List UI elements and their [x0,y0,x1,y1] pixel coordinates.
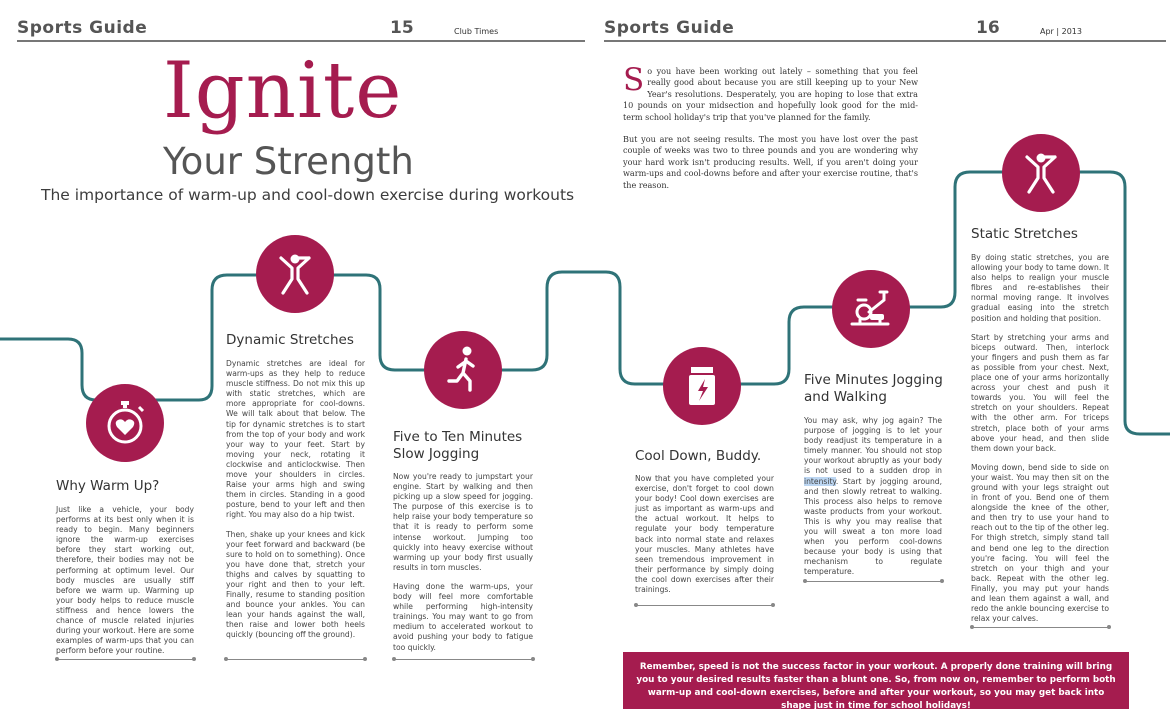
left-header-title: Sports Guide [17,18,148,38]
dynamic-paragraph-1: Dynamic stretches are ideal for warm-ups as they help to reduce muscle stiffness. Do not mix this up with static stretches, which are more appropriate for cool-downs. We will talk about that below. The tip for dynamic stretches is to start from the top of your body and work your way to your feet. Start by moving your neck, rotating it clockwise and anticlockwise. Then move your shoulders in circles. Raise your arms high and swing them in circles. Standing in a good posture, bend to your left and then right. You may also do a hip twist. [226,359,365,520]
section-heading-static: Static Stretches [971,226,1078,242]
jogging-paragraph-2: Having done the warm-ups, your body will feel more comfortable while performing high-intensity trainings. You may want to go from medium to accelerated workout to avoid pushing your body to fatigue too quickly. [393,581,533,652]
hero-title: Ignite [163,46,403,136]
section-heading-dynamic: Dynamic Stretches [226,332,354,348]
left-page-number: 15 [390,18,414,38]
static-paragraph-2: Start by stretching your arms and biceps outward. Then, interlock your fingers and push them as far as possible from your chest. Next, place one of your arms horizontally across your chest and push it towards you. You will feel the stretch on your shoulders. Repeat with the other arm. For triceps stretch, place both of your arms above your head, and then slide them down your back. [971,332,1109,453]
section-divider [805,581,942,582]
section-text-jogging-walking [804,416,942,587]
stopwatch-heart-icon [86,384,164,462]
dynamic-paragraph-2: Then, shake up your knees and kick your feet forward and backward (be sure to hold on to something). Once you have done that, stretch your thighs and calves by squatting to your right and then to your left. Finally, resume to standing position and bounce your ankles. You can lean your hands against the wall, then raise and lower both heels quickly (bouncing off the ground). [226,529,365,640]
left-publication: Club Times [454,27,499,36]
section-heading-jogging-walking: Five Minutes Jogging and Walking [804,372,943,405]
section-text-warm-up [56,505,194,665]
intro-paragraph-2: But you are not seeing results. The most you have lost over the past couple of weeks was two to three pounds and you are wondering why your hard work isn't producing results. Well, if you aren't doing your warm-ups and cool-downs before and after your exercise routine, that's the reason. [623,134,918,190]
section-divider [226,659,365,660]
section-divider [636,605,773,606]
right-header-title: Sports Guide [604,18,735,38]
section-text-dynamic [226,359,365,650]
right-issue-date: Apr | 2013 [1040,27,1082,36]
running-person-icon [424,331,502,409]
slow-jogging-badge [424,331,502,409]
highlighted-word[interactable]: intensity [804,476,836,486]
hero-title-line2: Your Strength [163,140,414,183]
stretching-person-icon [1002,134,1080,212]
section-heading-warm-up: Why Warm Up? [56,478,160,494]
static-paragraph-1: By doing static stretches, you are allowing your body to tame down. It also helps to realign your muscle fibres and re-establishes their normal moving range. It involves gradual easing into the stretch position and holding that position. [971,253,1109,323]
section-divider [394,659,533,660]
jogging-walking-paragraph: You may ask, why jog again? The purpose of jogging is to let your body readjust its temperature in a timely manner. You should not stop your workout abruptly as your body is not used to a sudden drop in intensity. Start by jogging around, and then slowly retreat to walking. This process also helps to remove waste products from your workout. This is why you may realise that you will sweat a ton more load when you perform cool-downs because your body is using that mechanism to regulate temperature. [804,416,942,577]
warm-up-paragraph: Just like a vehicle, your body performs at its best only when it is ready to begin. Many beginners ignore the warm-up exercises before they start working out, therefore, their bodies may not be performing at optimum level. Our body muscles are usually stiff before we warm up. Warming up your body helps to reduce muscle stiffness and hence lowers the chance of muscle related injuries during your workout. Here are some examples of warm-ups that you can perform before your routine. [56,505,194,656]
section-heading-slow-jogging: Five to Ten Minutes Slow Jogging [393,429,523,462]
section-text-static [971,253,1109,633]
drop-cap: S [623,62,645,98]
closing-callout: Remember, speed is not the success factor in your workout. A properly done training will bring you to your desired results faster than a blunt one. So, from now on, remember to perform both warm-up and cool-down exercises, before and after your workout, so you may get back into shape just in time for school holidays! [623,652,1129,709]
right-page-number: 16 [976,18,1000,38]
static-paragraph-3: Moving down, bend side to side on your waist. You may then sit on the ground with your legs straight out in front of you. Bend one of them alongside the knee of the other, and then try to use your hand to reach out to the tip of the other leg. For thigh stretch, simply stand tall and bend one leg to the direction you're facing. You will feel the stretch on your thigh and your back. Repeat with the other leg. Finally, you may put your hands and lean them against a wall, and redo the ankle bouncing exercise to relax your calves. [971,462,1109,624]
exercise-bike-icon [832,270,910,348]
section-divider [57,659,194,660]
static-stretches-badge [1002,134,1080,212]
jogging-paragraph-1: Now you're ready to jumpstart your engine. Start by walking and then picking up a slow speed for jogging. The purpose of this exercise is to help raise your body temperature so that it is ready to perform some intense workout. Jumping too quickly into heavy exercise without warming up your body first usually results in torn muscles. [393,472,533,572]
section-heading-cool-down: Cool Down, Buddy. [635,448,762,464]
section-text-slow-jogging [393,472,533,662]
dynamic-stretches-badge [256,235,334,313]
section-text-cool-down [635,474,774,604]
supplement-jar-icon [663,347,741,425]
hero-subtitle: The importance of warm-up and cool-down exercise during workouts [41,186,575,204]
intro-paragraph-1: o you have been working out lately – something that you feel really good about because you are still keeping up to your New Year's resolutions. Desperately, you are hoping to lose that extra 10 pounds on your midsection and hopefully look good for the mid-term school holiday's trip that you've planned for the family. [623,66,918,122]
cool-down-paragraph: Now that you have completed your exercise, don't forget to cool down your body! Cool down exercises are just as important as warm-ups and the actual workout. It helps to regulate your body temperature back into normal state and relaxes your muscles. Many athletes have seen tremendous improvement in their performance by simply doing the cool down exercises after their trainings. [635,474,774,595]
cool-down-badge [663,347,741,425]
jogging-walking-badge [832,270,910,348]
stretching-person-icon [256,235,334,313]
warm-up-badge [86,384,164,462]
section-divider [972,627,1109,628]
